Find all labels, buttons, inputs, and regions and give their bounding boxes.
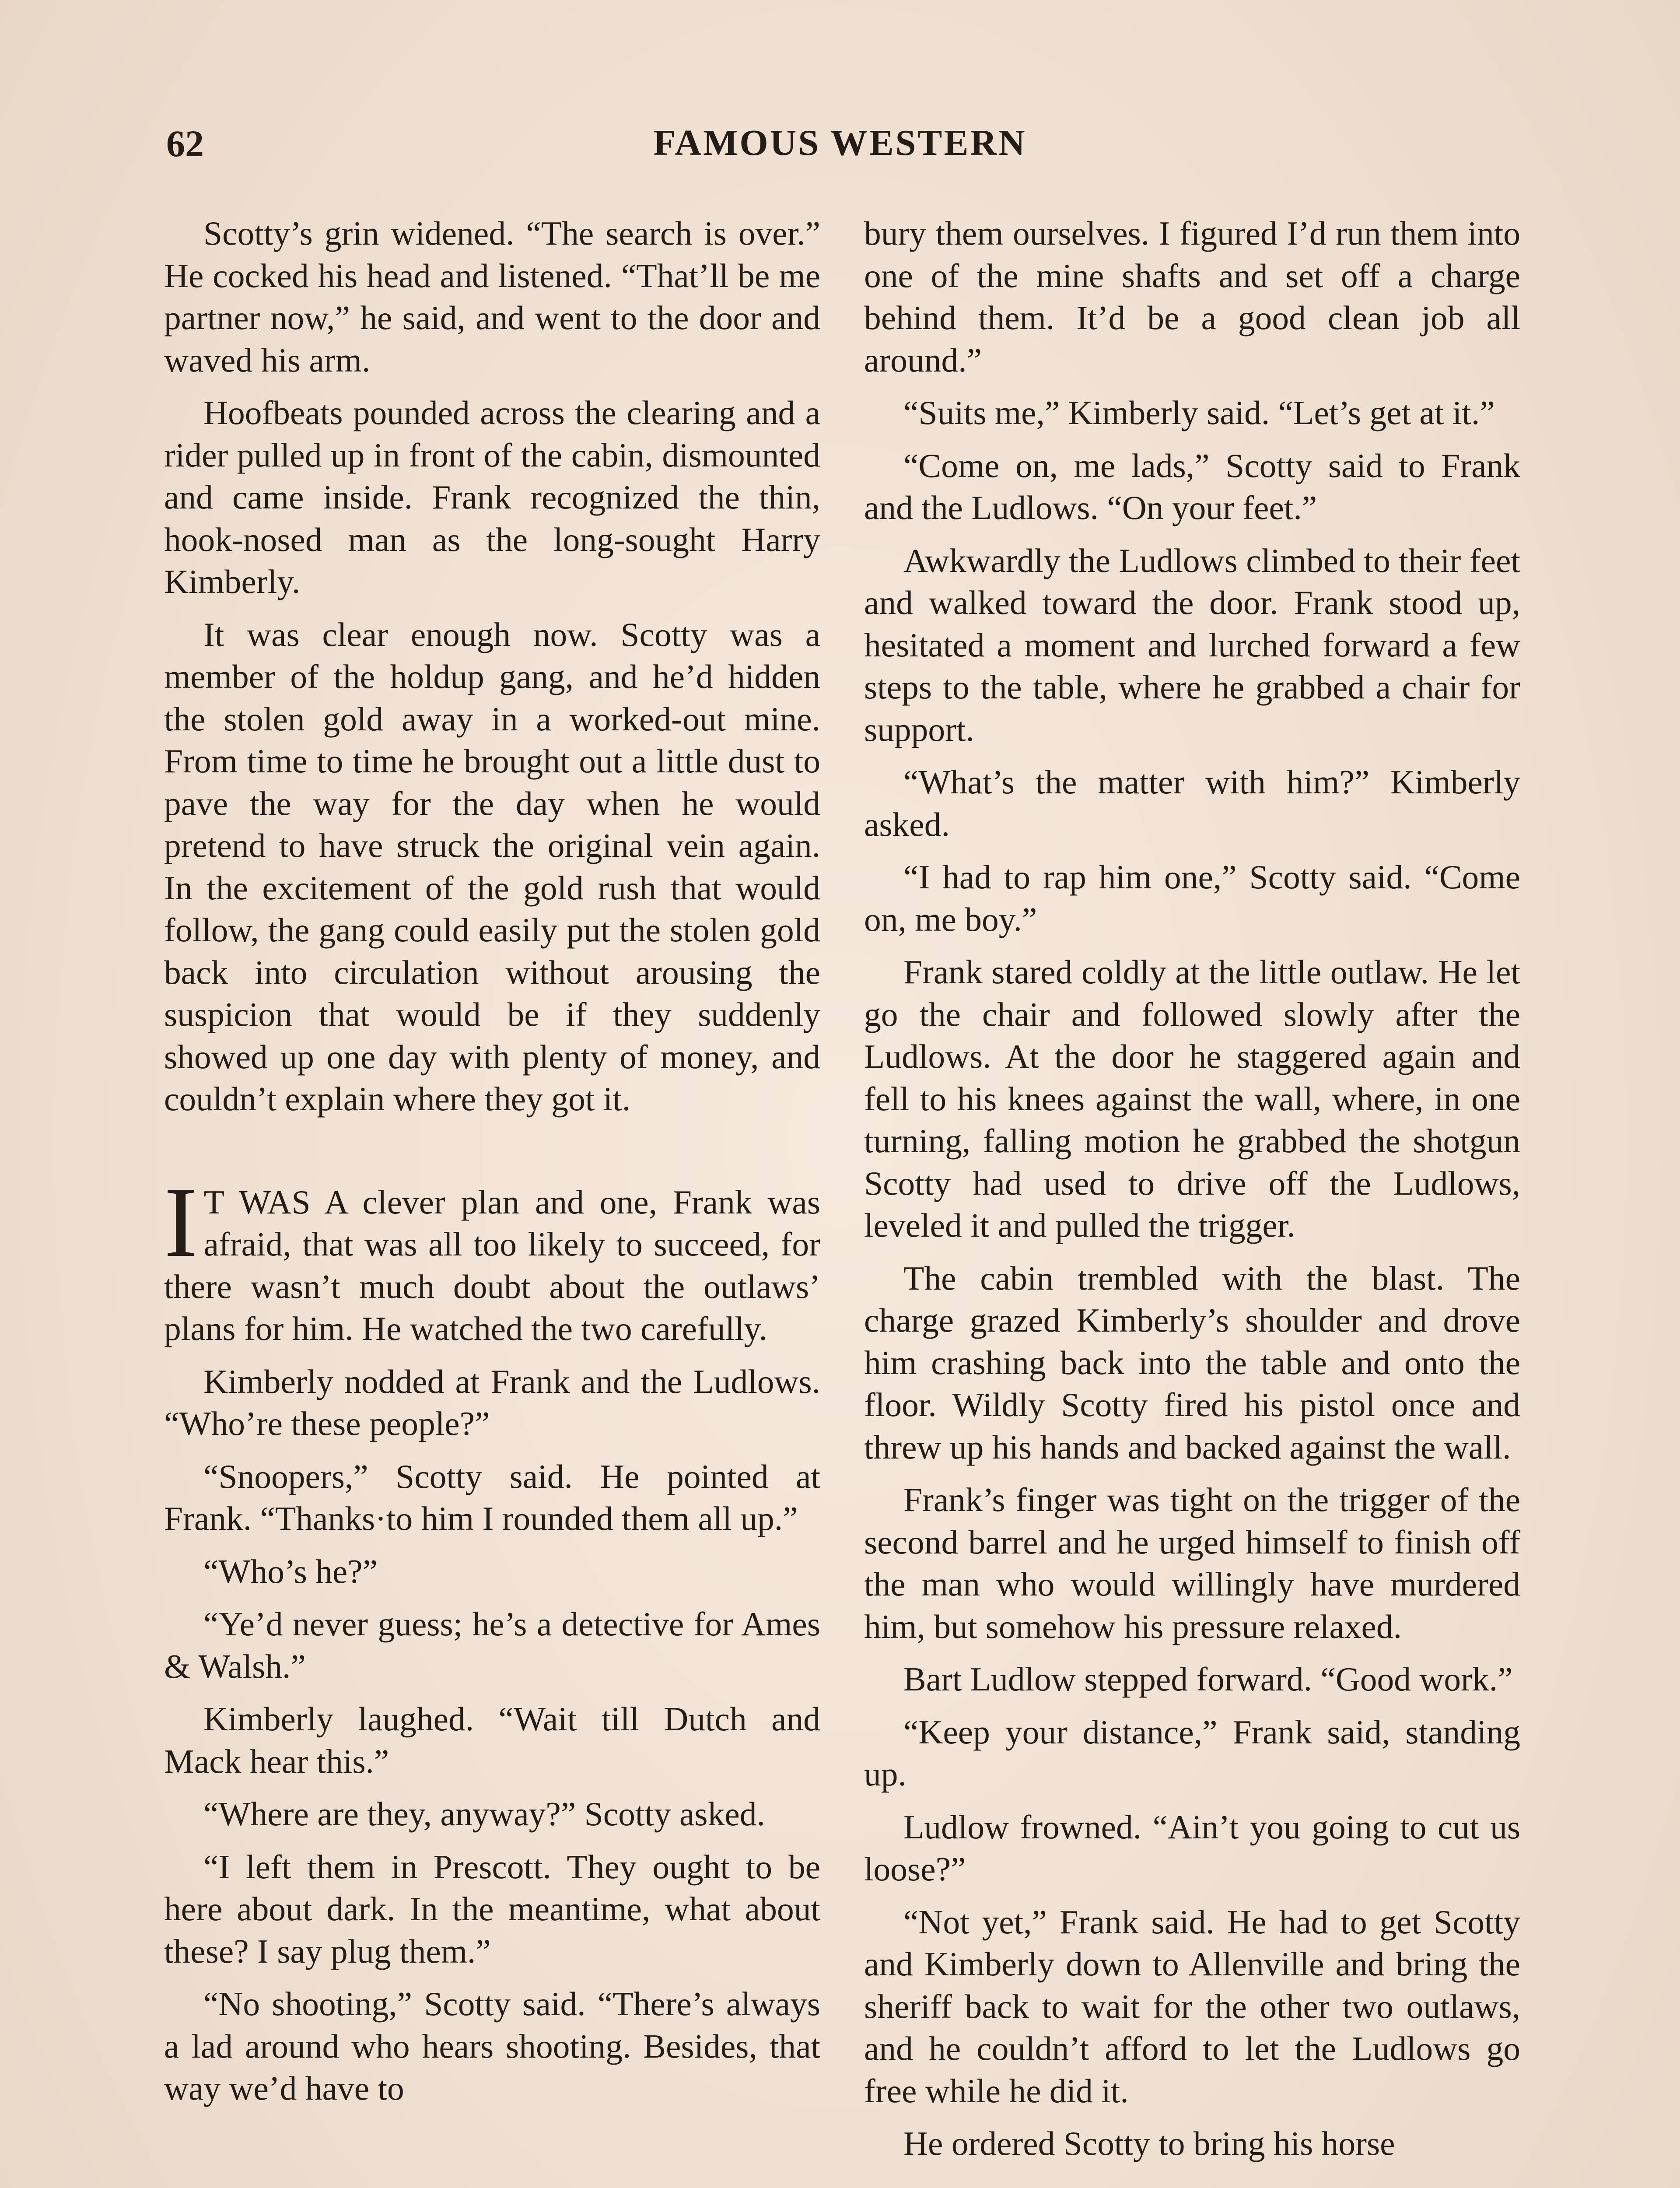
paragraph: Ludlow frowned. “Ain’t you going to cut us loose?” xyxy=(864,1808,1520,1888)
dropcap-paragraph-text: T WAS A clever plan and one, Frank was afraid, that was all too likely to succeed, for there wasn’t much doubt about the outlaws’ plans for him. He watched the two carefully. xyxy=(164,1183,820,1347)
paragraph: It was clear enough now. Scotty was a member of the holdup gang, and he’d hidden the stolen gold away in a worked-out mine. From time to time he brought out a little dust to pave the way for the day when he would pretend to have struck the original vein again. In the excitement of the gold rush that would follow, the gang could easily put the stolen gold back into circulation without arousing the suspicion that would be if they suddenly showed up one day with plenty of money, and couldn’t explain where they got it. xyxy=(164,615,820,1118)
paragraph: “Who’s he?” xyxy=(203,1552,378,1590)
paragraph: “What’s the matter with him?” Kimberly asked. xyxy=(864,763,1520,843)
paragraph: bury them ourselves. I figured I’d run them into one of the mine shafts and set off a charge behind them. It’d be a good clean job all around.” xyxy=(864,214,1520,379)
left-column xyxy=(164,212,820,2120)
paragraph: The cabin trembled with the blast. The charge grazed Kimberly’s shoulder and drove him crashing back into the table and onto the floor. Wildly Scotty fired his pistol once and threw up his hands and backed against the wall. xyxy=(864,1259,1520,1466)
paragraph: “No shooting,” Scotty said. “There’s always a lad around who hears shooting. Besides, that way we’d have to xyxy=(164,1985,820,2107)
dropcap-paragraph xyxy=(164,1166,820,1350)
paragraph: Frank’s finger was tight on the trigger of the second barrel and he urged himself to finish off the man who would willingly have murdered him, but somehow his pressure relaxed. xyxy=(864,1481,1520,1645)
paragraph: “Not yet,” Frank said. He had to get Scotty and Kimberly down to Allenville and bring the sheriff back to wait for the other two outlaws, and he couldn’t afford to let the Ludlows go free while he did it. xyxy=(864,1903,1520,2110)
paragraph: Hoofbeats pounded across the clearing and a rider pulled up in front of the cabin, dismounted and came inside. Frank recognized the thin, hook-nosed man as the long-sought Harry Kimberly. xyxy=(164,394,820,600)
paragraph: Kimberly nodded at Frank and the Ludlows. “Who’re these people?” xyxy=(164,1362,820,1442)
paragraph: “Come on, me lads,” Scotty said to Frank and the Ludlows. “On your feet.” xyxy=(864,446,1520,526)
paragraph: He ordered Scotty to bring his horse xyxy=(903,2125,1395,2162)
paragraph: “Suits me,” Kimberly said. “Let’s get at it.” xyxy=(903,394,1495,431)
paragraph: Awkwardly the Ludlows climbed to their feet and walked toward the door. Frank stood up, hesitated a moment and lurched forward a few steps to the table, where he grabbed a chair for support. xyxy=(864,541,1520,748)
paragraph: “Ye’d never guess; he’s a detective for Ames & Walsh.” xyxy=(164,1605,820,1685)
right-column xyxy=(864,212,1520,2175)
page-header xyxy=(0,122,1680,170)
paragraph: “I left them in Prescott. They ought to be here about dark. In the meantime, what about these? I say plug them.” xyxy=(164,1848,820,1970)
paragraph: Scotty’s grin widened. “The search is over.” He cocked his head and listened. “That’ll be me partner now,” he said, and went to the door and waved his arm. xyxy=(164,214,820,379)
paragraph: Frank stared coldly at the little outlaw. He let go the chair and followed slowly after the Ludlows. At the door he staggered again and fell to his knees against the wall, where, in one turning, falling motion he grabbed the shotgun Scotty had used to drive off the Ludlows, leveled it and pulled the trigger. xyxy=(864,953,1520,1244)
paragraph: Kimberly laughed. “Wait till Dutch and Mack hear this.” xyxy=(164,1700,820,1780)
paragraph: Bart Ludlow stepped forward. “Good work.” xyxy=(903,1660,1513,1698)
page-number: 62 xyxy=(166,123,204,165)
paragraph: “I had to rap him one,” Scotty said. “Come on, me boy.” xyxy=(864,858,1520,938)
running-title: FAMOUS WESTERN xyxy=(653,123,1027,163)
paragraph: “Where are they, anyway?” Scotty asked. xyxy=(203,1795,765,1833)
paragraph: “Snoopers,” Scotty said. He pointed at Frank. “Thanks·to him I rounded them all up.” xyxy=(164,1457,820,1537)
paragraph: “Keep your distance,” Frank said, standing up. xyxy=(864,1713,1520,1793)
section-break xyxy=(164,1131,820,1181)
drop-cap: I xyxy=(164,1166,198,1278)
